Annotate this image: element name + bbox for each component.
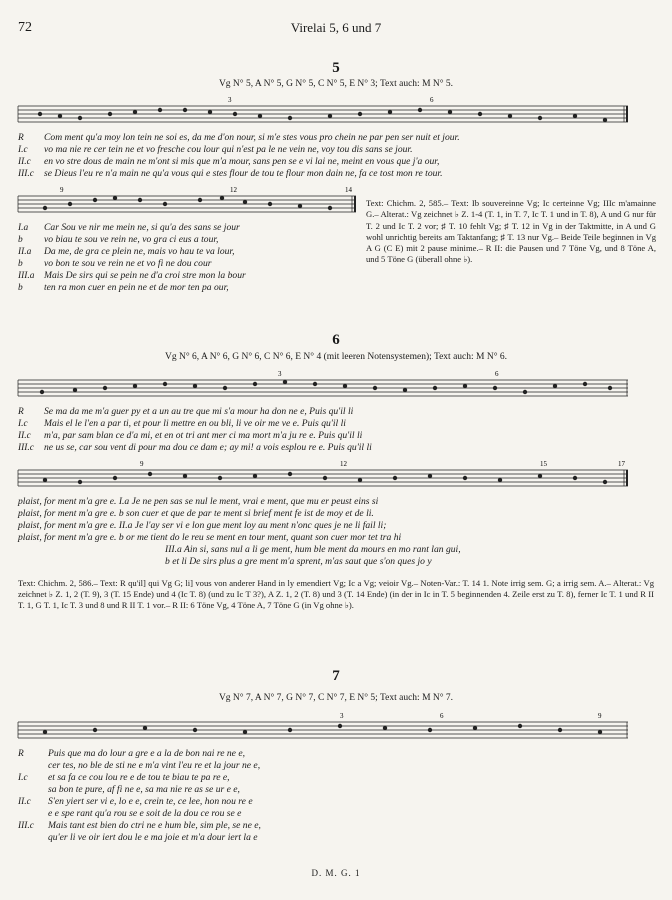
bar-number: 6 <box>430 96 434 104</box>
bar-number: 12 <box>340 460 347 468</box>
bar-number: 6 <box>440 712 444 720</box>
bar-number: 17 <box>618 460 625 468</box>
bar-number: 9 <box>598 712 602 720</box>
page-number: 72 <box>18 20 32 35</box>
piece-6-staff-2 <box>0 460 672 500</box>
bar-number: 12 <box>230 186 237 194</box>
bar-number: 15 <box>540 460 547 468</box>
piece-7-sources: Vg N° 7, A N° 7, G N° 7, C N° 7, E N° 5; Text auch: M N° 7. <box>218 693 454 703</box>
bar-number: 3 <box>340 712 344 720</box>
piece-6-staff-1 <box>0 370 672 410</box>
piece-6-commentary: Text: Chichm. 2, 586.– Text: R qu'il] qui Vg G; li] vous von anderer Hand in ly emendiert Vg; Ic a Vg; veioir Vg.– Noten-Var.: T. 14 1. Note irrig sem. G; a irrig sem. A.– Alterat.: Vg zeichnet ♭ Z. 1, 2 (T. 9), 3 (T. 15 Ende) und 4 (Ic T. 8) (und zu Ic T 3?), A Z. 1, 2 (T. 8) und 3 (T. 14 Ende) (in der in Ic in T. 5 beginnenden 4. Zeile erst zu T. 8), ferner Ic T. 1 und R II T. 1, G T. 1, Ic T. 3 und 8 und R II T. 1 vor.– R II: 6 Töne Vg, 4 Töne A, 7 Töne G (in Vg ohne ♭). <box>18 578 654 611</box>
bar-number: 14 <box>345 186 352 194</box>
bar-number: 9 <box>60 186 64 194</box>
piece-number-6: 6 <box>332 332 340 348</box>
piece-5-staff-1 <box>0 96 672 136</box>
bar-number: 3 <box>278 370 282 378</box>
piece-6-sources: Vg N° 6, A N° 6, G N° 6, C N° 6, E N° 4 (mit leeren Notensystemen); Text auch: M N° 6. <box>164 352 507 362</box>
bar-number: 6 <box>495 370 499 378</box>
page-footer: D. M. G. 1 <box>311 868 361 878</box>
running-title: Virelai 5, 6 und 7 <box>290 20 382 35</box>
piece-7-staff-1 <box>0 712 672 752</box>
piece-5-sources: Vg N° 5, A N° 5, G N° 5, C N° 5, E N° 3; Text auch: M N° 5. <box>218 79 454 89</box>
piece-number-5: 5 <box>332 60 340 76</box>
bar-number: 9 <box>140 460 144 468</box>
bar-number: 3 <box>228 96 232 104</box>
piece-5-commentary: Text: Chichm. 2, 585.– Text: Ib souvereinne Vg; Ic certeinne Vg; IIIc m'amainne G.– Alterat.: Vg zeichnet ♭ Z. 1-4 (T. 1, in T. 7, Ic T. 1 und in T. 8), A und G nur für T. 2 und Ic T. 2 vor; ♯ T. 10 fehlt Vg; ♯ T. 12 in Vg in der Taktmitte, in A und G wohl unrichtig bereits am Taktanfang; ♯ T. 13 nur Vg.– Beide Teile beginnen in Vg A G (C E) mit 2 pause minime.– R II: die Pausen und 7 Töne Vg, und 8 Töne A, und 5 Töne G (überall ohne ♭). <box>366 198 656 265</box>
piece-number-7: 7 <box>332 668 340 684</box>
